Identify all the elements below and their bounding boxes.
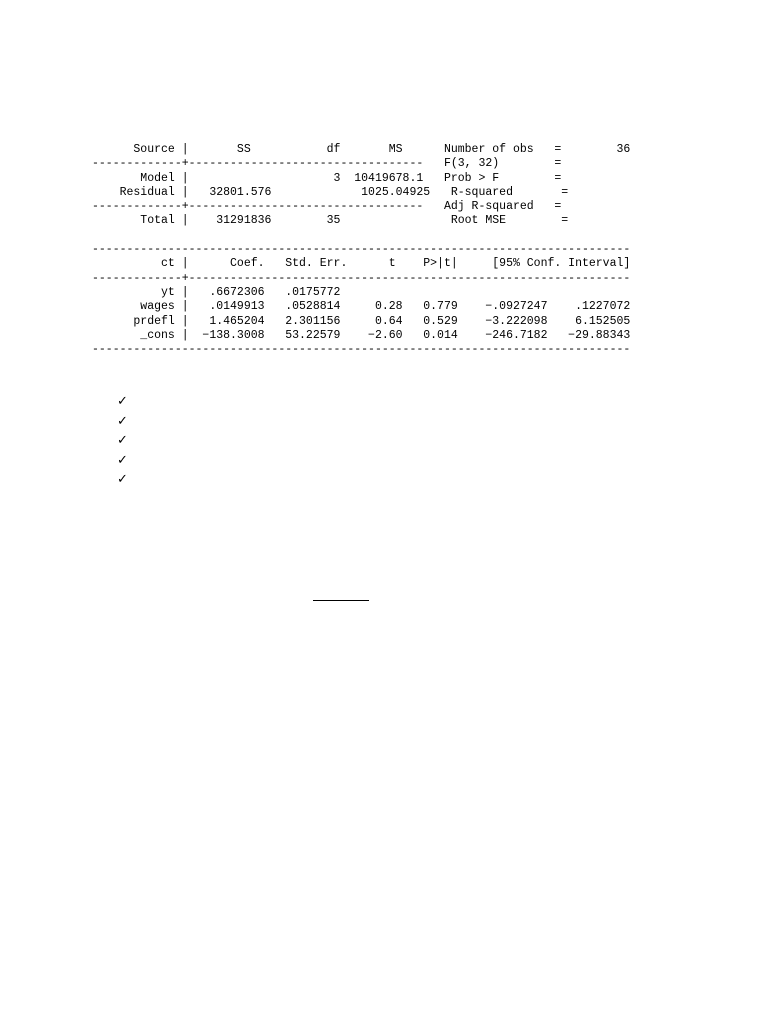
anova-residual-row: Residual | 32801.576 1025.04925 R-squared = xyxy=(92,185,569,199)
anova-header-row: Source | SS df MS Number of obs = 36 xyxy=(92,143,631,156)
coef-row-prdefl: prdefl | 1.465204 2.301156 0.64 0.529 −3.222098 6.152505 xyxy=(92,314,631,328)
coef-header-row: ct | Coef. Std. Err. t P>|t| [95% Conf. Interval] xyxy=(92,257,631,271)
answer-underline xyxy=(313,600,369,601)
regression-output xyxy=(92,143,630,357)
blank-line xyxy=(92,229,630,243)
anova-divider: -------------+---------------------------------- F(3, 32) = xyxy=(92,157,562,171)
anova-total-row: Total | 31291836 35 Root MSE = xyxy=(92,214,569,228)
check-icon: ✓ xyxy=(117,472,128,487)
coef-row-cons: _cons | −138.3008 53.22579 −2.60 0.014 −246.7182 −29.88343 xyxy=(92,328,631,342)
coef-bottom-rule: ------------------------------------------------------------------------------ xyxy=(92,343,631,357)
check-icon: ✓ xyxy=(117,452,128,468)
check-icon: ✓ xyxy=(117,394,128,409)
check-icon: ✓ xyxy=(117,413,128,429)
checklist xyxy=(117,392,128,490)
coef-top-rule: ------------------------------------------------------------------------------ xyxy=(92,243,631,257)
coef-row-wages: wages | .0149913 .0528814 0.28 0.779 −.0927247 .1227072 xyxy=(92,300,631,314)
coef-divider: -------------+---------------------------------------------------------------- xyxy=(92,271,631,285)
coef-row-yt: yt | .6672306 .0175772 xyxy=(92,285,341,299)
check-icon: ✓ xyxy=(117,433,128,448)
anova-divider: -------------+---------------------------------- Adj R-squared = xyxy=(92,200,562,214)
anova-model-row: Model | 3 10419678.1 Prob > F = xyxy=(92,171,562,185)
